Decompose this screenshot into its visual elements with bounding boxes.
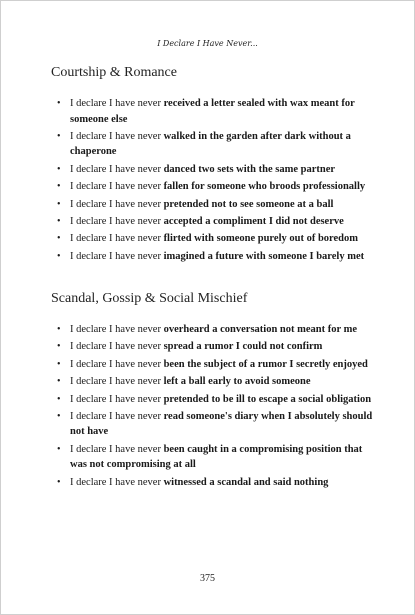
item-prefix: I declare I have never [70, 341, 164, 353]
item-prefix: I declare I have never [70, 393, 164, 405]
item-text: overheard a conversation not meant for me [163, 324, 357, 335]
item-text: flirted with someone purely out of boredom [163, 233, 358, 245]
list-item [51, 214, 381, 230]
item-text: read someone's diary when I absolutely should not have [70, 410, 373, 438]
bullet-icon: • [57, 443, 61, 455]
list-item [51, 475, 381, 491]
item-prefix: I declare I have never [70, 476, 164, 488]
item-list [51, 96, 381, 264]
list-item [51, 249, 381, 265]
bullet-icon: • [57, 376, 61, 388]
list-item [51, 409, 381, 440]
item-prefix: I declare I have never [70, 163, 164, 175]
item-prefix: I declare I have never [70, 410, 164, 422]
list-item [51, 322, 381, 338]
item-prefix: I declare I have never [70, 130, 164, 142]
item-text: walked in the garden after dark without a chaperone [70, 130, 351, 158]
bullet-icon: • [57, 198, 61, 210]
section-title: Scandal, Gossip & Social Mischief [51, 291, 248, 306]
bullet-icon: • [57, 358, 61, 370]
page-number: 375 [200, 573, 215, 584]
item-text: danced two sets with the same partner [163, 163, 336, 175]
item-list [51, 322, 381, 490]
item-prefix: I declare I have never [70, 181, 164, 193]
section-courtship-romance [51, 65, 381, 266]
bullet-icon: • [57, 410, 61, 422]
list-item [51, 179, 381, 195]
bullet-icon: • [57, 233, 61, 245]
item-text: pretended not to see someone at a ball [163, 198, 334, 210]
bullet-icon: • [57, 98, 61, 109]
item-prefix: I declare I have never [70, 215, 164, 227]
item-prefix: I declare I have never [70, 324, 164, 335]
item-prefix: I declare I have never [70, 443, 164, 455]
bullet-icon: • [57, 324, 61, 335]
bullet-icon: • [57, 341, 61, 353]
list-item [51, 392, 381, 408]
list-item [51, 96, 381, 127]
item-prefix: I declare I have never [70, 358, 164, 370]
list-item [51, 197, 381, 213]
bullet-icon: • [57, 476, 61, 488]
item-prefix: I declare I have never [70, 376, 164, 388]
section-scandal-gossip [51, 291, 381, 492]
list-item [51, 129, 381, 160]
bullet-icon: • [57, 181, 61, 193]
item-text: been caught in a compromising position that was not compromising at all [70, 443, 363, 471]
item-text: witnessed a scandal and said nothing [163, 476, 329, 488]
item-text: pretended to be ill to escape a social obligation [163, 393, 372, 405]
list-item [51, 339, 381, 355]
item-prefix: I declare I have never [70, 98, 164, 109]
list-item [51, 442, 381, 473]
bullet-icon: • [57, 130, 61, 142]
list-item [51, 162, 381, 178]
item-prefix: I declare I have never [70, 250, 164, 262]
bullet-icon: • [57, 393, 61, 405]
item-text: received a letter sealed with wax meant for someone else [70, 98, 355, 125]
item-text: left a ball early to avoid someone [163, 376, 311, 388]
bullet-icon: • [57, 163, 61, 175]
bullet-icon: • [57, 215, 61, 227]
running-head: I Declare I Have Never... [157, 39, 258, 48]
item-prefix: I declare I have never [70, 233, 164, 245]
item-text: fallen for someone who broods professionally [163, 181, 366, 193]
item-text: spread a rumor I could not confirm [163, 341, 323, 353]
item-text: imagined a future with someone I barely met [163, 250, 365, 262]
item-prefix: I declare I have never [70, 198, 164, 210]
item-text: accepted a compliment I did not deserve [163, 215, 344, 227]
list-item [51, 357, 381, 373]
section-title: Courtship & Romance [51, 65, 177, 80]
item-text: been the subject of a rumor I secretly enjoyed [163, 358, 368, 370]
list-item [51, 374, 381, 390]
bullet-icon: • [57, 250, 61, 262]
list-item [51, 231, 381, 247]
